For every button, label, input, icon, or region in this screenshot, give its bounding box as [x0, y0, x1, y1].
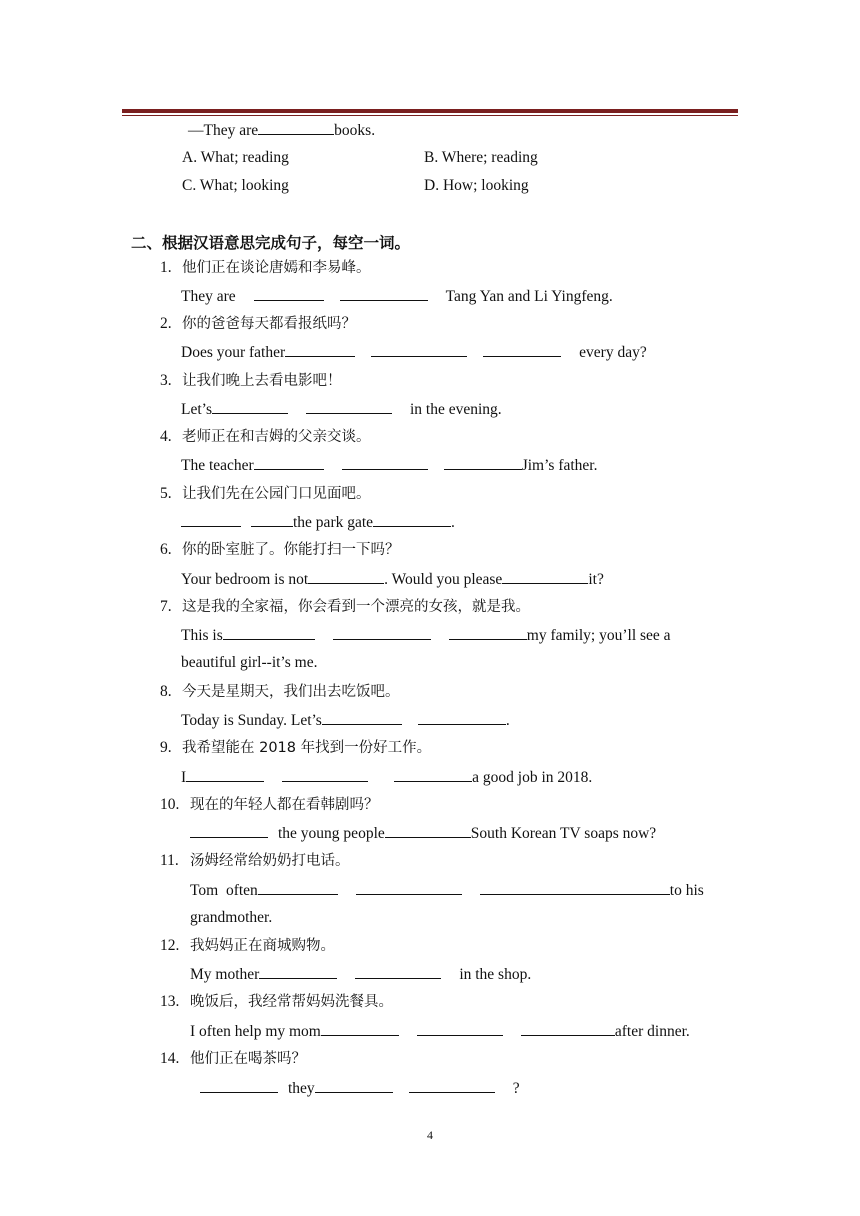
question-number: 10.: [160, 796, 180, 813]
sentence-text: .: [451, 514, 455, 531]
answer-blank[interactable]: [212, 399, 288, 414]
sentence-text: I: [181, 769, 187, 786]
header-rule: [122, 109, 738, 113]
answer-blank[interactable]: [258, 880, 338, 895]
question-number: 3.: [160, 372, 172, 389]
question-en: [190, 880, 704, 901]
answer-blank[interactable]: [254, 286, 324, 301]
question-cn: [160, 992, 393, 1012]
question-chinese: 我妈妈正在商城购物。: [190, 938, 335, 954]
question-cn: [160, 851, 350, 871]
question-en-cont: grandmother.: [190, 909, 273, 926]
answer-blank[interactable]: [315, 1078, 393, 1093]
sentence-text: in the shop.: [459, 966, 532, 983]
prev-answer-line: [188, 120, 375, 141]
sentence-text: a good job in 2018.: [472, 769, 593, 786]
answer-blank[interactable]: [385, 823, 471, 838]
question-chinese: 让我们先在公园门口见面吧。: [182, 486, 371, 502]
question-chinese: 他们正在谈论唐嫣和李易峰。: [182, 260, 371, 276]
answer-blank[interactable]: [480, 880, 670, 895]
answer-blank[interactable]: [308, 569, 384, 584]
question-cn: [160, 1049, 306, 1069]
answer-blank[interactable]: [186, 767, 264, 782]
option-a: A. What; reading: [182, 149, 289, 166]
sentence-text: My mother: [190, 966, 260, 983]
question-en-cont: beautiful girl--it’s me.: [181, 654, 318, 671]
sentence-text: Jim’s father.: [521, 457, 598, 474]
sentence-text: Tom often: [190, 882, 258, 899]
sentence-text: This is: [181, 627, 223, 644]
answer-blank[interactable]: [190, 823, 268, 838]
answer-blank[interactable]: [340, 286, 428, 301]
header-rule-thin: [122, 115, 738, 116]
question-cn: [160, 682, 400, 702]
question-number: 13.: [160, 993, 180, 1010]
answer-blank[interactable]: [409, 1078, 495, 1093]
sentence-text: ?: [512, 1080, 520, 1097]
question-en: [181, 399, 502, 420]
answer-blank[interactable]: [259, 964, 337, 979]
sentence-text: Tang Yan and Li Yingfeng.: [445, 288, 613, 305]
prev-answer-text: —They are: [188, 122, 259, 139]
answer-blank[interactable]: [306, 399, 392, 414]
sentence-text: I often help my mom: [190, 1023, 321, 1040]
sentence-text: the park gate: [293, 514, 374, 531]
question-en: [181, 625, 671, 646]
question-en: [181, 286, 613, 307]
sentence-text: Today is Sunday. Let’s: [181, 712, 322, 729]
option-b: B. Where; reading: [424, 149, 538, 166]
sentence-text: it?: [588, 571, 604, 588]
answer-blank[interactable]: [444, 455, 522, 470]
prev-answer-text: books.: [334, 122, 376, 139]
sentence-text: The teacher: [181, 457, 254, 474]
question-chinese: 现在的年轻人都在看韩剧吗？: [190, 797, 379, 813]
question-en: [181, 342, 647, 363]
sentence-text: every day?: [579, 344, 647, 361]
question-cn: [160, 738, 431, 758]
question-cn: [160, 936, 335, 956]
question-cn: [160, 258, 371, 278]
answer-blank[interactable]: [342, 455, 428, 470]
sentence-text: Does your father: [181, 344, 286, 361]
answer-blank[interactable]: [321, 1021, 399, 1036]
sentence-text: they: [288, 1080, 315, 1097]
question-number: 1.: [160, 259, 172, 276]
answer-blank[interactable]: [181, 512, 241, 527]
page-number: 4: [427, 1128, 433, 1142]
section-title: 二、根据汉语意思完成句子，每空一词。: [131, 234, 411, 252]
question-number: 14.: [160, 1050, 180, 1067]
question-number: 8.: [160, 683, 172, 700]
sentence-text: the young people: [278, 825, 385, 842]
question-cn: [160, 371, 342, 391]
question-en: [200, 1078, 520, 1099]
question-cn: [160, 314, 356, 334]
question-chinese: 我希望能在 2018 年找到一份好工作。: [182, 740, 432, 756]
question-cn: [160, 427, 371, 447]
answer-blank[interactable]: [417, 1021, 503, 1036]
question-chinese: 他们正在喝茶吗？: [190, 1051, 306, 1067]
answer-blank[interactable]: [285, 342, 355, 357]
sentence-text: . Would you please: [384, 571, 503, 588]
answer-blank[interactable]: [373, 512, 451, 527]
question-en: [181, 767, 592, 788]
question-chinese: 让我们晚上去看电影吧！: [182, 373, 342, 389]
answer-blank[interactable]: [355, 964, 441, 979]
question-en: [181, 512, 455, 533]
sentence-text: They are: [181, 288, 236, 305]
sentence-text: Let’s: [181, 401, 212, 418]
question-en: [190, 823, 656, 844]
sentence-text: South Korean TV soaps now?: [470, 825, 657, 842]
question-chinese: 今天是星期天，我们出去吃饭吧。: [182, 684, 400, 700]
question-chinese: 汤姆经常给奶奶打电话。: [190, 853, 350, 869]
option-d: D. How; looking: [424, 177, 529, 194]
question-en: [181, 569, 604, 590]
question-chinese: 老师正在和吉姆的父亲交谈。: [182, 429, 371, 445]
question-cn: [160, 484, 371, 504]
answer-blank[interactable]: [333, 625, 431, 640]
sentence-text: to his: [669, 882, 704, 899]
question-number: 7.: [160, 598, 172, 615]
question-en: [190, 1021, 690, 1042]
question-en: [190, 964, 531, 985]
answer-blank[interactable]: [200, 1078, 278, 1093]
question-chinese: 晚饭后，我经常帮妈妈洗餐具。: [190, 994, 393, 1010]
sentence-text: after dinner.: [614, 1023, 690, 1040]
question-cn: [160, 795, 379, 815]
sentence-text: in the evening.: [410, 401, 502, 418]
question-number: 5.: [160, 485, 172, 502]
answer-blank[interactable]: [251, 512, 293, 527]
question-number: 4.: [160, 428, 172, 445]
question-chinese: 你的爸爸每天都看报纸吗？: [182, 316, 356, 332]
answer-blank[interactable]: [449, 625, 527, 640]
answer-blank[interactable]: [418, 710, 506, 725]
question-number: 11.: [160, 852, 179, 869]
question-cn: [160, 597, 530, 617]
answer-blank[interactable]: [282, 767, 368, 782]
answer-blank[interactable]: [356, 880, 462, 895]
answer-blank[interactable]: [371, 342, 467, 357]
question-en: [181, 455, 598, 476]
answer-blank[interactable]: [254, 455, 324, 470]
question-number: 6.: [160, 541, 172, 558]
question-number: 12.: [160, 937, 180, 954]
question-number: 2.: [160, 315, 172, 332]
question-cn: [160, 540, 400, 560]
question-chinese: 你的卧室脏了。你能打扫一下吗？: [182, 542, 400, 558]
question-number: 9.: [160, 739, 172, 756]
answer-blank[interactable]: [502, 569, 588, 584]
sentence-text: my family; you’ll see a: [526, 627, 671, 644]
answer-blank[interactable]: [322, 710, 402, 725]
option-c: C. What; looking: [182, 177, 289, 194]
sentence-text: .: [505, 712, 510, 729]
answer-blank[interactable]: [223, 625, 315, 640]
question-chinese: 这是我的全家福，你会看到一个漂亮的女孩，就是我。: [182, 599, 530, 615]
answer-blank[interactable]: [521, 1021, 615, 1036]
blank: [258, 120, 334, 135]
answer-blank[interactable]: [483, 342, 561, 357]
question-en: [181, 710, 510, 731]
sentence-text: Your bedroom is not: [181, 571, 309, 588]
answer-blank[interactable]: [394, 767, 472, 782]
